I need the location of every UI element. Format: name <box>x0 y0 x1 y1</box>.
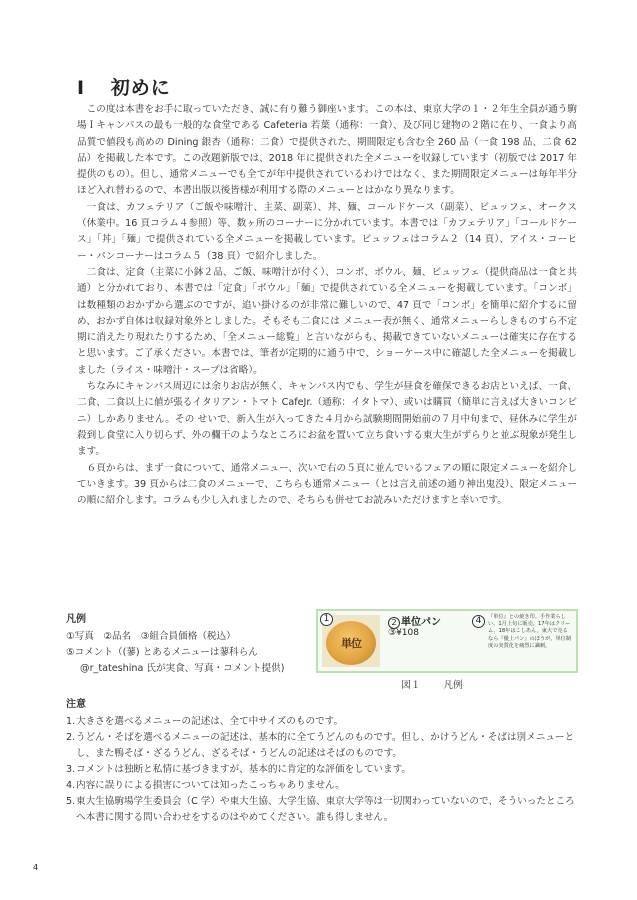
note-item <box>66 762 578 778</box>
figure-caption-text: 凡例 <box>443 680 463 691</box>
note-item <box>66 794 578 826</box>
note-number: 1. <box>66 716 76 727</box>
note-item <box>66 778 578 794</box>
notes-section <box>66 697 578 826</box>
legend-section <box>66 612 306 677</box>
legend-figure <box>316 609 578 691</box>
paragraph: この度は本書をお手に取っていただき、誠に有り難う御座います。この本は、東京大学の１・２年生全員が通う駒場Ｉキャンパスの最も一般的な食堂である Cafeteria 若葉（通称：一食）、及び同じ建物の２階に在り、一食より高品質で値段も高めの Dining 銀杏（通称：二食）で提供された、期間限定も含む全 260 品（一食 198 品、二食 62 品）を掲載した本です。この改題新版では、2018 年に提供された全メニューを収録しています（初版では 2017 年提供のもの）。但し、通常メニューでも全てが年中提供されているわけではなく、また期間限定メニューは毎年半分ほど入れ替わるので、本書出版以後皆様が利用する際のメニューとはかなり異なります。 <box>77 104 577 197</box>
figure-marker-1: 1 <box>320 613 333 626</box>
intro-body <box>77 102 577 509</box>
note-text: 内容に誤りによる損害については知ったこっちゃありません。 <box>76 780 345 791</box>
legend-line: @r_tateshina 氏が実食、写真・コメント提供) <box>80 663 285 674</box>
bread-bun-image <box>326 621 376 665</box>
item-name-text: 単位パン <box>401 617 441 628</box>
note-text: コメントは独断と私情に基づきますが、基本的に肯定的な評価をしています。 <box>76 764 412 775</box>
note-text: 大きさを選べるメニューの記述は、全て中サイズのものです。 <box>76 716 344 727</box>
paragraph: 一食は、カフェテリア（ご飯や味噌汁、主菜、副菜）、丼、麺、コールドケース（副菜）、ビュッフェ、オークス（休業中。16 頁コラム４参照）等、数ヶ所のコーナーに分かれています。本書では「カフェテリア」「コールドケース」「丼」「麺」で提供されている全メニューを掲載しています。ビュッフェはコラム２（14 頁）、アイス・コーヒー・パンコーナーはコラム５（38 頁）で紹介しました。 <box>77 201 577 262</box>
figure-box <box>316 609 578 673</box>
legend-line: ⑤コメント（(蓼) とあるメニューは蓼科らん <box>66 647 258 658</box>
figure-caption <box>316 677 578 691</box>
note-text: 東大生協駒場学生委員会（C 学）や東大生協、大学生協、東京大学等は一切関わっていないので、そういったところへ本書に関する問い合わせをするのはやめてください。誰も得しません。 <box>76 796 575 823</box>
note-text: うどん・そばを選べるメニューの記述は、基本的に全てうどんのものです。但し、かけうどん・そばは別メニューとし、また鴨そば・ざるうどん、ざるそば・うどんの記述はそばのものです。 <box>76 732 575 759</box>
figure-marker-4: 4 <box>472 615 485 628</box>
paragraph: ６頁からは、まず一食について、通常メニュー、次いで右の５頁に並んでいるフェアの順に限定メニューを紹介していきます。39 頁からは二食のメニューで、こちらも通常メニュー（とは言え前述の通り神出鬼没）、限定メニューの順に紹介します。コラムも少し入れましたので、そちらも併せてお読みいただけますと幸いです。 <box>77 462 577 507</box>
note-item <box>66 730 578 762</box>
legend-title: 凡例 <box>66 614 86 625</box>
note-item <box>66 714 578 730</box>
figure-item-name <box>388 613 441 629</box>
section-number: I <box>77 77 86 99</box>
figure-caption-label: 図１ <box>401 680 421 691</box>
paragraph: ちなみにキャンパス周辺には余りお店が無く、キャンパス内でも、学生が昼食を確保できるお店といえば、一食、二食、二食以上に値が張るイタリアン・トマト CafeJr.（通称：イタトマ）、或いは購買（簡単に言えば大きいコンビニ）しかありません。その せいで、新入生が入ってきた４月から試験期間開始前の７月中旬まで、昼休みに学生が殺到し食堂に入り切らず、外の欄干のようなところにお盆を置いて立ち食いする東大生がずらりと並ぶ現象が発生します。 <box>77 381 577 458</box>
note-number: 4. <box>66 780 76 791</box>
figure-marker-2: 2 <box>388 617 400 629</box>
figure-comment: 『単位』との焼き印。手作業らしい。1月上旬に販売。17年はクリーム、18年はこしあん。東大で売るなら『優上パン』のほうが。単位制度の実質化を痛烈に諷刺。 <box>488 614 572 649</box>
section-heading <box>77 73 171 100</box>
paragraph: 二食は、定食（主菜に小鉢２品、ご飯、味噌汁が付く）、コンボ、ボウル、麺、ビュッフェ（提供商品は一食と共通）と分かれており、本書では「定食」「ボウル」「麺」で提供されている全メニューを掲載しています。「コンボ」は数種類のおかずから選ぶのですが、追い掛けるのが非常に難しいので、47 頁で「コンボ」を簡単に紹介するに留め、おかず自体は収録対象外としました。そもそも二食には メニュー表が無く、通常メニューらしきものすら不定期に消えたり現れたりするため、「全メニュー総覧」と言いながらも、掲載できていないメニューは確実に存在すると思います。ご了承ください。本書では、筆者が定期的に通う中で、ショーケース中に確認した全メニューを掲載しました（ライス・味噌汁・スープは省略）。 <box>77 266 577 376</box>
notes-title: 注意 <box>66 699 86 710</box>
bun-stamp-text: 単位 <box>341 637 361 650</box>
note-number: 5. <box>66 796 76 807</box>
legend-line: ①写真 ②品名 ③組合員価格（税込） <box>66 631 236 642</box>
note-number: 3. <box>66 764 76 775</box>
note-number: 2. <box>66 732 76 743</box>
figure-item-price: ③¥108 <box>388 628 419 638</box>
section-title: 初めに <box>110 77 171 99</box>
page-number: 4 <box>33 863 39 872</box>
